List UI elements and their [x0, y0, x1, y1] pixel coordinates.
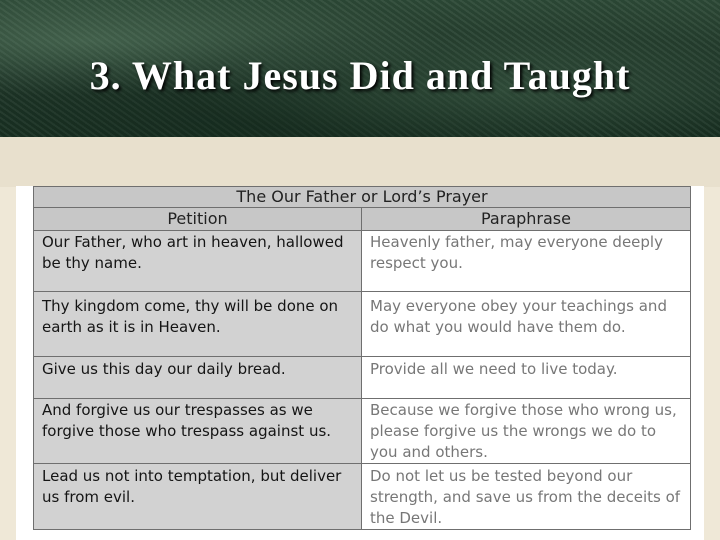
table-row: [34, 464, 691, 530]
column-header-petition: Petition: [34, 208, 362, 231]
prayer-table: [33, 186, 691, 530]
table-row: [34, 292, 691, 357]
column-header-paraphrase: Paraphrase: [362, 208, 691, 231]
table-row: [34, 357, 691, 399]
paraphrase-cell: Heavenly father, may everyone deeply respect you.: [362, 231, 691, 292]
petition-cell: And forgive us our trespasses as we forgive those who trespass against us.: [34, 399, 362, 464]
title-shadow-band: [0, 137, 720, 187]
petition-cell: Thy kingdom come, thy will be done on earth as it is in Heaven.: [34, 292, 362, 357]
petition-cell: Give us this day our daily bread.: [34, 357, 362, 399]
paraphrase-cell: Do not let us be tested beyond our strength, and save us from the deceits of the Devil.: [362, 464, 691, 530]
paraphrase-cell: Provide all we need to live today.: [362, 357, 691, 399]
slide-title: 3. What Jesus Did and Taught: [89, 53, 631, 98]
title-banner: [0, 0, 720, 137]
paraphrase-cell: May everyone obey your teachings and do what you would have them do.: [362, 292, 691, 357]
table-caption: The Our Father or Lord’s Prayer: [34, 187, 691, 208]
petition-cell: Our Father, who art in heaven, hallowed be thy name.: [34, 231, 362, 292]
paraphrase-cell: Because we forgive those who wrong us, please forgive us the wrongs we do to you and others.: [362, 399, 691, 464]
table-row: [34, 399, 691, 464]
petition-cell: Lead us not into temptation, but deliver us from evil.: [34, 464, 362, 530]
table-row: [34, 231, 691, 292]
